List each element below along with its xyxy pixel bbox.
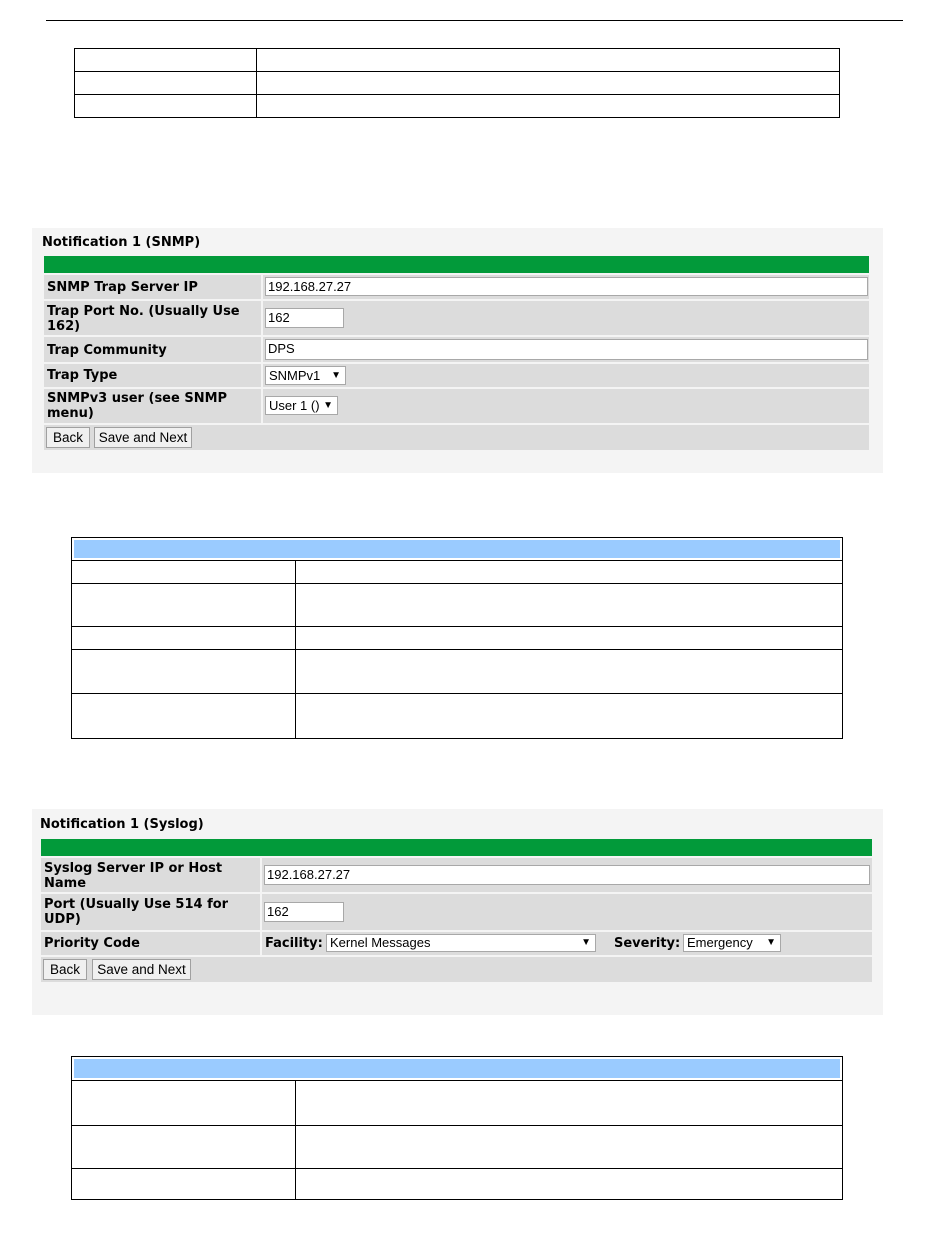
snmp-description-table	[71, 537, 843, 739]
severity-select[interactable]	[683, 934, 781, 952]
select-value: User 1 ()	[269, 398, 320, 413]
chevron-down-icon: ▼	[581, 937, 591, 948]
trap-port-input[interactable]: 162	[265, 308, 344, 328]
back-button[interactable]: Back	[43, 959, 87, 980]
facility-label: Facility:	[265, 936, 323, 951]
table-row	[72, 1081, 843, 1126]
syslog-server-input[interactable]: 192.168.27.27	[264, 865, 870, 885]
table-row	[72, 627, 843, 650]
header-rule	[46, 20, 903, 21]
field-row-trap-port	[44, 301, 869, 335]
severity-label: Severity:	[614, 936, 681, 951]
syslog-port-input[interactable]: 162	[264, 902, 344, 922]
snmpv3-user-select[interactable]	[265, 396, 338, 415]
button-row	[41, 957, 872, 982]
panel-header-bar	[44, 256, 869, 273]
syslog-description-table	[71, 1056, 843, 1200]
field-label: Syslog Server IP or Host Name	[44, 861, 223, 891]
chevron-down-icon: ▼	[323, 400, 333, 411]
save-and-next-button[interactable]: Save and Next	[94, 427, 192, 448]
field-row-priority	[41, 932, 872, 955]
table-row	[72, 1126, 843, 1169]
field-row-server-ip	[44, 275, 869, 299]
panel-title: Notification 1 (SNMP)	[42, 235, 201, 250]
back-button[interactable]: Back	[46, 427, 90, 448]
field-row-syslog-server	[41, 858, 872, 892]
snmp-panel	[32, 228, 883, 473]
table-row	[72, 584, 843, 627]
field-label: Port (Usually Use 514 for UDP)	[44, 897, 229, 927]
field-label: SNMPv3 user (see SNMP menu)	[47, 391, 228, 421]
table-row	[75, 72, 840, 95]
field-row-syslog-port	[41, 894, 872, 930]
save-and-next-button[interactable]: Save and Next	[92, 959, 191, 980]
trap-type-select[interactable]	[265, 366, 346, 385]
table-row	[75, 49, 840, 72]
select-value: Kernel Messages	[330, 935, 431, 950]
panel-title: Notification 1 (Syslog)	[40, 817, 204, 832]
field-label: Priority Code	[44, 936, 141, 951]
facility-select[interactable]	[326, 934, 596, 952]
select-value: Emergency	[687, 935, 753, 950]
select-value: SNMPv1	[269, 368, 321, 383]
table-row	[72, 561, 843, 584]
field-row-trap-type	[44, 364, 869, 387]
panel-header-bar	[41, 839, 872, 856]
chevron-down-icon: ▼	[766, 937, 776, 948]
syslog-panel	[32, 809, 883, 1015]
snmp-server-ip-input[interactable]: 192.168.27.27	[265, 277, 868, 296]
table-row	[72, 1169, 843, 1200]
field-label: SNMP Trap Server IP	[47, 280, 198, 295]
top-table	[74, 48, 840, 118]
button-row	[44, 425, 869, 450]
field-label: Trap Port No. (Usually Use 162)	[47, 304, 240, 334]
table-row	[72, 650, 843, 694]
table-row	[75, 95, 840, 118]
table-header-row	[72, 1057, 843, 1081]
field-row-snmpv3-user	[44, 389, 869, 423]
table-header-row	[72, 538, 843, 561]
chevron-down-icon: ▼	[331, 370, 341, 381]
field-row-community	[44, 337, 869, 362]
field-label: Trap Community	[47, 343, 167, 358]
trap-community-input[interactable]: DPS	[265, 339, 868, 360]
table-row	[72, 694, 843, 739]
field-label: Trap Type	[47, 368, 118, 383]
